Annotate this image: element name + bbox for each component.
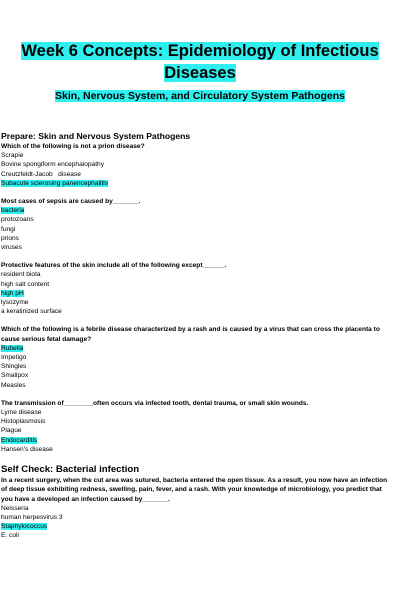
answer-option: resident biota — [1, 271, 41, 279]
question-block — [1, 197, 394, 252]
document-subtitle — [10, 89, 390, 103]
answer-option-correct: high pH — [1, 289, 24, 297]
question-text: Which of the following is a febrile disease characterized by a rash and is caused by a virus that can cross the placenta to cause serious fetal damage? — [1, 326, 380, 343]
answer-option: Bovine spongiform encephalopathy — [1, 161, 105, 169]
question-text: In a recent surgery, when the cut area was sutured, bacteria entered the open tissue. As a result, you now have an infection of deep tissue exhibiting redness, swelling, pain, fever, and a rash. With your knowledge of microbiology, you predict that you have a developed an infection caused by_______. — [1, 477, 388, 503]
question-block — [1, 399, 394, 454]
answer-option: Neisseria — [1, 504, 29, 512]
answer-option-correct: Endocarditis — [1, 436, 38, 444]
section-heading-prepare: Prepare: Skin and Nervous System Pathogens — [1, 131, 191, 141]
document-content — [1, 131, 394, 541]
answer-option: Lyme disease — [1, 409, 42, 417]
answer-option: lysozyme — [1, 299, 29, 307]
question-block — [1, 476, 394, 540]
section-heading-self-check: Self Check: Bacterial infection — [1, 464, 140, 476]
answer-option: protozoans — [1, 216, 34, 224]
document-title — [18, 40, 382, 84]
answer-option: Histoplasmosis — [1, 418, 46, 426]
answer-option: Impetigo — [1, 354, 27, 362]
document-title-text: Week 6 Concepts: Epidemiology of Infectious Diseases — [21, 42, 379, 82]
answer-option-correct: Subacute sclerosing panencephalitis — [1, 179, 109, 187]
answer-option-correct: Staphylococcus — [1, 523, 48, 531]
answer-option: Plague — [1, 427, 22, 435]
question-block — [1, 325, 394, 389]
answer-option-correct: Rubella — [1, 344, 24, 352]
question-text: Most cases of sepsis are caused by_______. — [1, 198, 141, 206]
answer-option: Shingles — [1, 363, 27, 371]
question-text: The transmission of________often occurs via infected tooth, dental trauma, or small skin wounds. — [1, 399, 309, 407]
answer-option: a keratinized surface — [1, 308, 62, 316]
answer-option: Hansen's disease — [1, 445, 53, 453]
document-subtitle-text: Skin, Nervous System, and Circulatory System Pathogens — [54, 90, 345, 102]
answer-option-correct: bacteria — [1, 207, 25, 215]
answer-option: fungi — [1, 225, 16, 233]
answer-option: high salt content — [1, 280, 50, 288]
answer-option: E. coli — [1, 532, 19, 540]
answer-option: Measles — [1, 381, 26, 389]
answer-option: Creutzfeldt-Jacob disease — [1, 170, 81, 178]
question-text: Protective features of the skin include all of the following except______. — [1, 262, 227, 270]
answer-option: prions — [1, 234, 19, 242]
answer-option: Smallpox — [1, 372, 29, 380]
question-text: Which of the following is not a prion disease? — [1, 143, 145, 150]
answer-option: viruses — [1, 244, 22, 252]
question-block — [1, 261, 394, 316]
question-block — [1, 142, 394, 188]
answer-option: Scrapie — [1, 152, 24, 160]
answer-option: human herpesvirus 3 — [1, 513, 63, 521]
